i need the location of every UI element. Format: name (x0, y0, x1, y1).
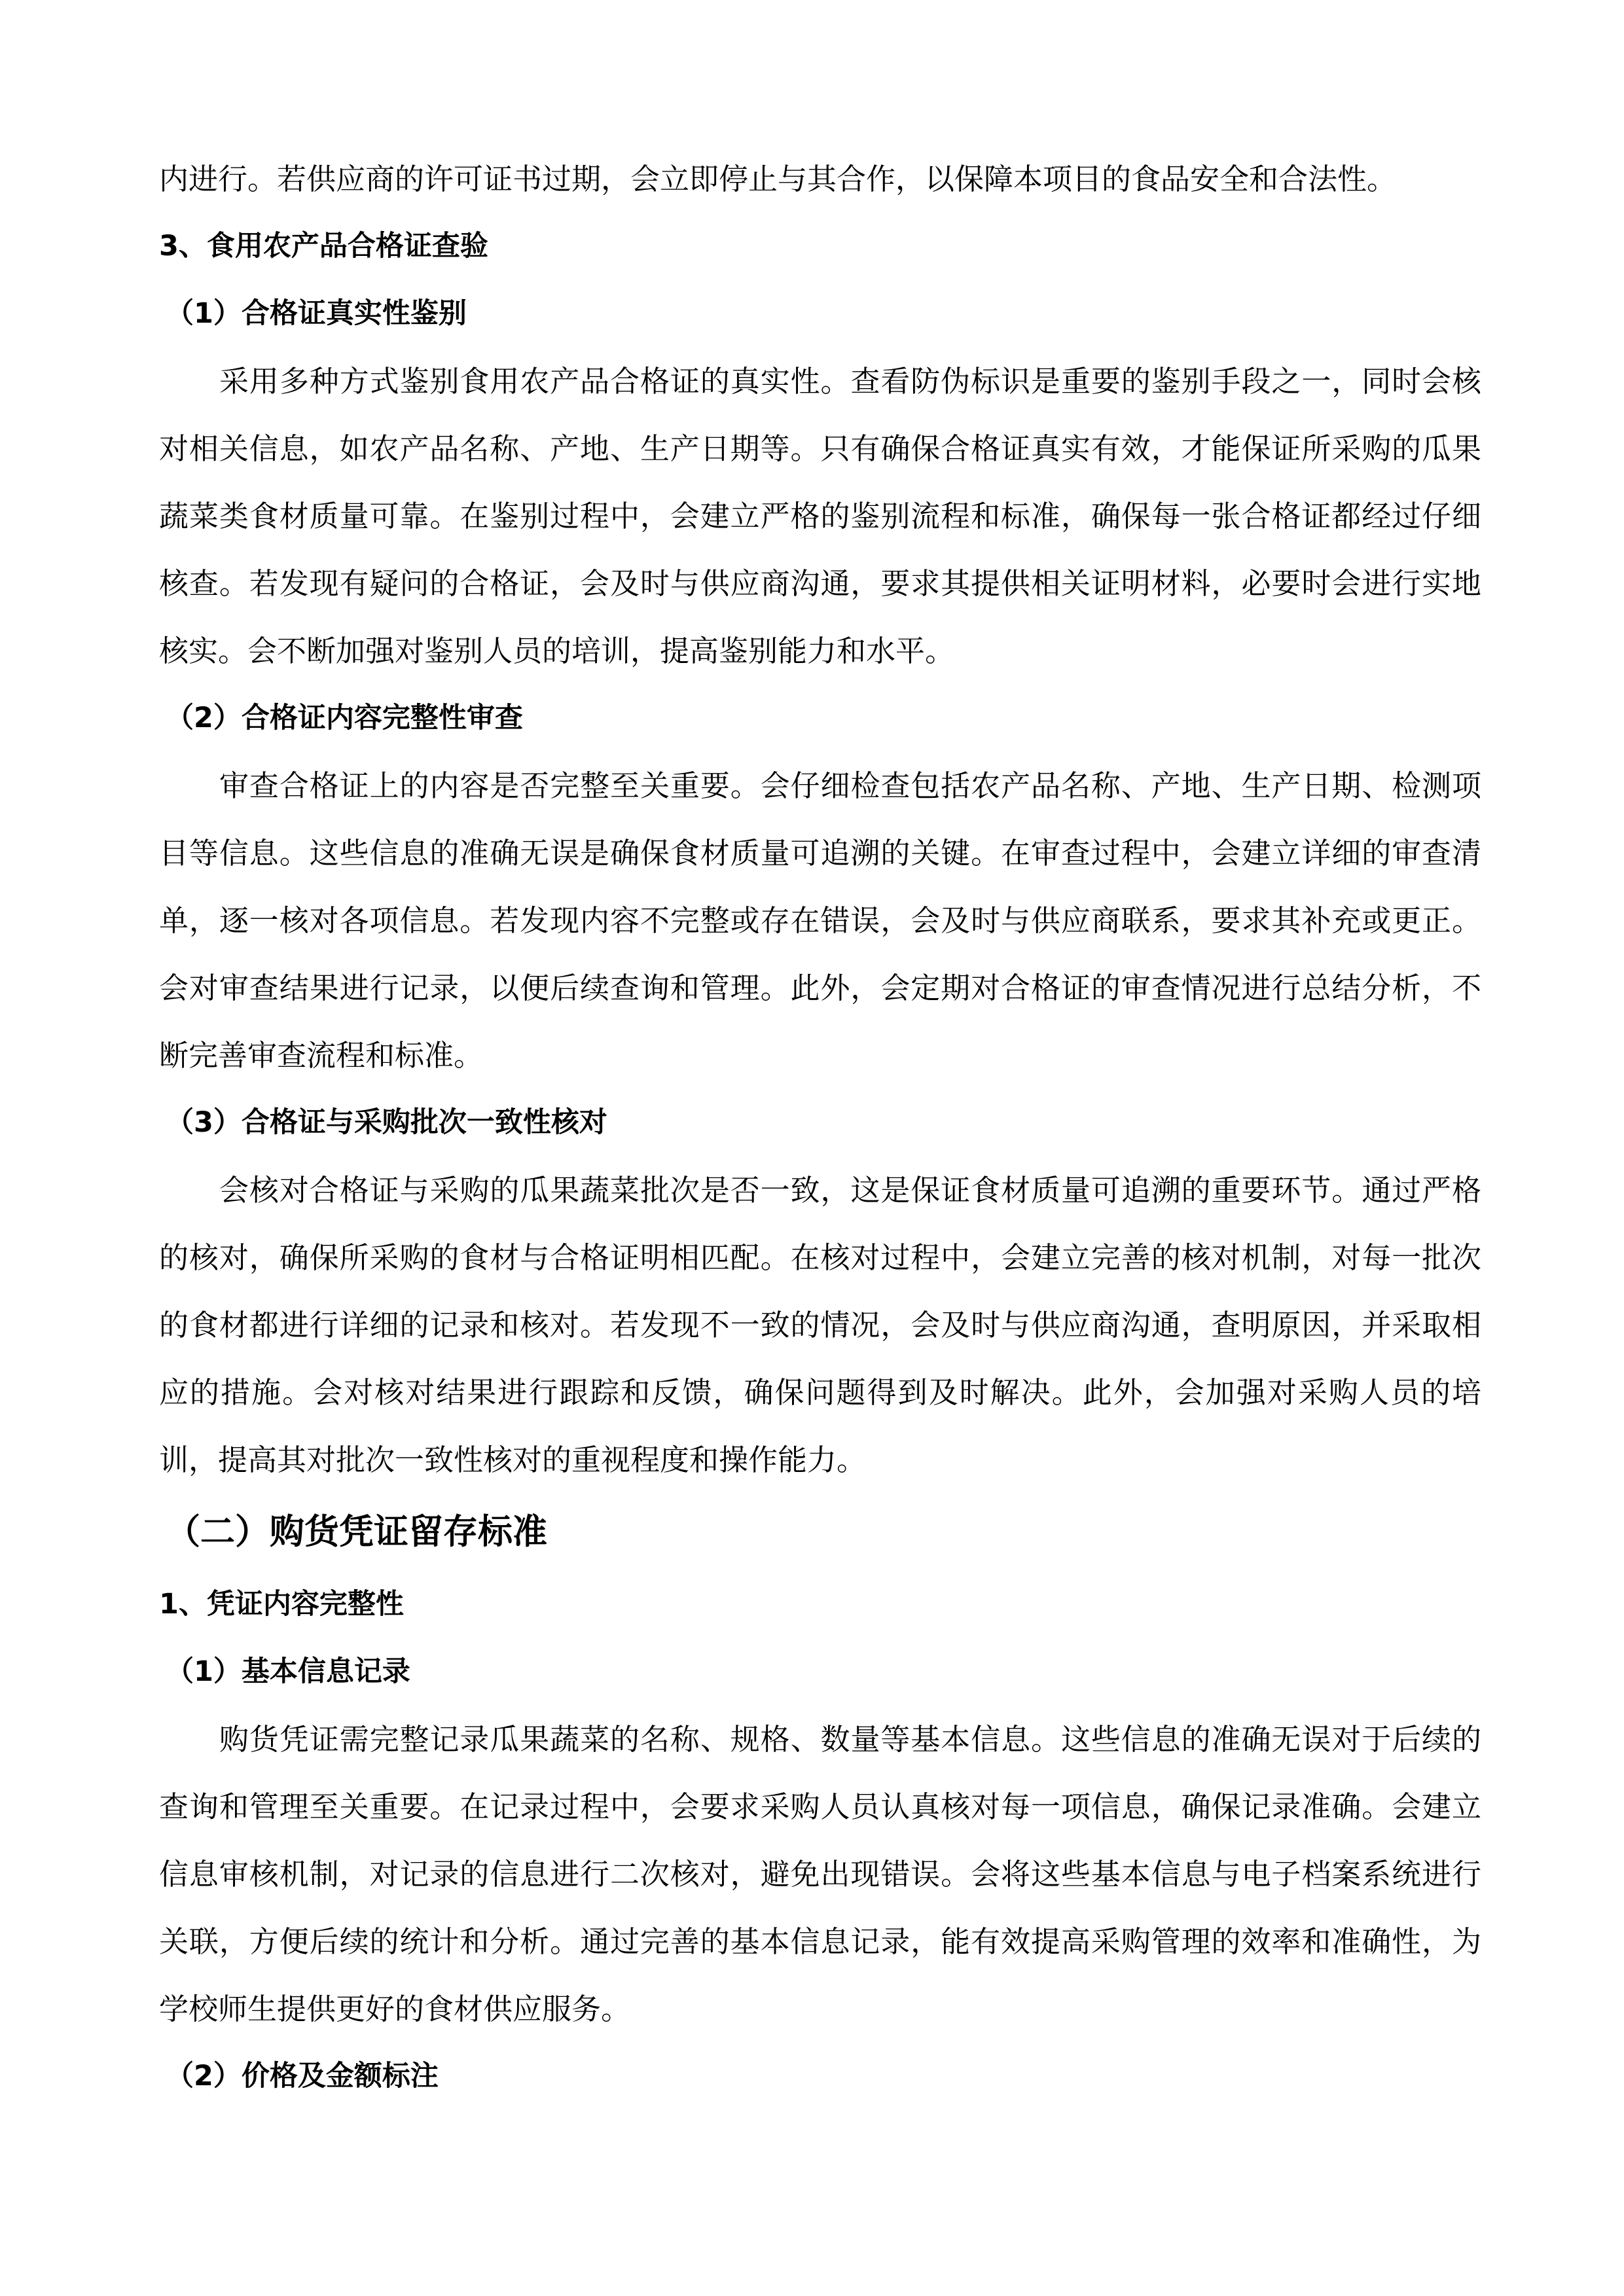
subheading-basic-info: （1）基本信息记录 (166, 1655, 410, 1688)
paragraph-authenticity: 采用多种方式鉴别食用农产品合格证的真实性。查看防伪标识是重要的鉴别手段之一，同时会核对相关信息，如农产品名称、产地、生产日期等。只有确保合格证真实有效，才能保证所采购的瓜果蔬菜类食材质量可靠。在鉴别过程中，会建立严格的鉴别流程和标准，确保每一张合格证都经过仔细核查。若发现有疑问的合格证，会及时与供应商沟通，要求其提供相关证明材料，必要时会进行实地核实。会不断加强对鉴别人员的培训，提高鉴别能力和水平。 (159, 364, 1481, 668)
subheading-batch-consistency: （3）合格证与采购批次一致性核对 (166, 1106, 607, 1139)
paragraph-completeness: 审查合格证上的内容是否完整至关重要。会仔细检查包括农产品名称、产地、生产日期、检测项目等信息。这些信息的准确无误是确保食材质量可追溯的关键。在审查过程中，会建立详细的审查清单，逐一核对各项信息。若发现内容不完整或存在错误，会及时与供应商联系，要求其补充或更正。会对审查结果进行记录，以便后续查询和管理。此外，会定期对合格证的审查情况进行总结分析，不断完善审查流程和标准。 (159, 768, 1481, 1073)
section-heading-food-certificate-check: 3、食用农产品合格证查验 (159, 230, 488, 262)
subheading-authenticity: （1）合格证真实性鉴别 (166, 297, 467, 330)
paragraph-batch-consistency: 会核对合格证与采购的瓜果蔬菜批次是否一致，这是保证食材质量可追溯的重要环节。通过严格的核对，确保所采购的食材与合格证明相匹配。在核对过程中，会建立完善的核对机制，对每一批次的食材都进行详细的记录和核对。若发现不一致的情况，会及时与供应商沟通，查明原因，并采取相应的措施。会对核对结果进行跟踪和反馈，确保问题得到及时解决。此外，会加强对采购人员的培训，提高其对批次一致性核对的重视程度和操作能力。 (159, 1173, 1481, 1477)
subheading-completeness: （2）合格证内容完整性审查 (166, 702, 523, 734)
document-page (159, 145, 1481, 2110)
section-heading-voucher-completeness: 1、凭证内容完整性 (159, 1588, 404, 1621)
subheading-price-amount: （2）价格及金额标注 (166, 2060, 439, 2092)
paragraph-continued: 内进行。若供应商的许可证书过期，会立即停止与其合作，以保障本项目的食品安全和合法性。 (159, 162, 1397, 196)
paragraph-basic-info: 购货凭证需完整记录瓜果蔬菜的名称、规格、数量等基本信息。这些信息的准确无误对于后续的查询和管理至关重要。在记录过程中，会要求采购人员认真核对每一项信息，确保记录准确。会建立信息审核机制，对记录的信息进行二次核对，避免出现错误。会将这些基本信息与电子档案系统进行关联，方便后续的统计和分析。通过完善的基本信息记录，能有效提高采购管理的效率和准确性，为学校师生提供更好的食材供应服务。 (159, 1722, 1481, 2026)
chapter-heading-voucher-retention: （二）购货凭证留存标准 (166, 1512, 547, 1552)
